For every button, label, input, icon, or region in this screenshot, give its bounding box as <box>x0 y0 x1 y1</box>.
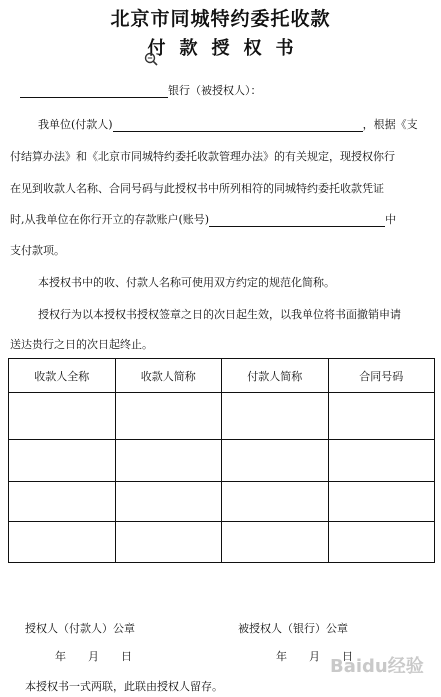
date-payer: 年 月 日 <box>55 650 132 663</box>
header-contract-no: 合同号码 <box>328 359 435 393</box>
bank-suffix: 银行（被授权人）： <box>168 84 262 97</box>
table-row <box>9 522 435 563</box>
table-row <box>9 440 435 482</box>
table-cell[interactable] <box>9 393 116 440</box>
para1-line3: 在见到收款人名称、合同号码与此授权书中所列相符的同城特约委托收款凭证 <box>10 182 384 195</box>
signature-payer: 授权人（付款人）公章 <box>25 622 135 635</box>
table-row <box>9 482 435 522</box>
account-blank[interactable] <box>209 214 385 227</box>
date-bank: 年 月 日 <box>276 650 353 663</box>
para3-line2: 送达贵行之日的次日起终止。 <box>10 338 153 351</box>
header-payee-short: 收款人简称 <box>115 359 222 393</box>
para1-line5: 支付款项。 <box>10 244 65 257</box>
bank-line <box>20 82 262 98</box>
document-subtitle: 付款授权书 <box>147 38 308 59</box>
table-cell[interactable] <box>9 522 116 563</box>
table-cell[interactable] <box>222 522 329 563</box>
table-cell[interactable] <box>115 440 222 482</box>
baidu-watermark: Baidu经验 <box>330 656 424 677</box>
table-cell[interactable] <box>222 482 329 522</box>
table-cell[interactable] <box>115 393 222 440</box>
para2: 本授权书中的收、付款人名称可使用双方约定的规范化简称。 <box>38 276 335 289</box>
signature-bank: 被授权人（银行）公章 <box>238 622 348 635</box>
table-cell[interactable] <box>328 393 435 440</box>
para1-line1 <box>38 116 418 132</box>
table-cell[interactable] <box>9 482 116 522</box>
magnifier-icon[interactable] <box>144 52 158 66</box>
para1-start: 我单位(付款人) <box>38 118 113 131</box>
table-cell[interactable] <box>222 393 329 440</box>
table-row <box>9 393 435 440</box>
table-cell[interactable] <box>328 522 435 563</box>
para1-line4 <box>10 211 396 227</box>
para1-after: ，根据《支 <box>362 118 418 131</box>
table-cell[interactable] <box>115 482 222 522</box>
header-payer-short: 付款人简称 <box>222 359 329 393</box>
para1-l4-start: 时,从我单位在你行开立的存款账户(账号) <box>10 213 210 226</box>
table-cell[interactable] <box>115 522 222 563</box>
para1-l4-end: 中 <box>385 213 397 226</box>
footer-note: 本授权书一式两联，此联由授权人留存。 <box>25 680 223 693</box>
table-cell[interactable] <box>9 440 116 482</box>
table-cell[interactable] <box>328 482 435 522</box>
table-header-row <box>9 359 435 393</box>
para3-line1: 授权行为以本授权书授权签章之日的次日起生效，以我单位将书面撤销申请 <box>38 308 401 321</box>
table-cell[interactable] <box>222 440 329 482</box>
para1-line2: 付结算办法》和《北京市同城特约委托收款管理办法》的有关规定，现授权你行 <box>10 150 395 163</box>
document-title: 北京市同城特约委托收款 <box>110 8 331 30</box>
payer-blank[interactable] <box>113 119 363 132</box>
header-payee-full: 收款人全称 <box>9 359 116 393</box>
table-cell[interactable] <box>328 440 435 482</box>
bank-name-blank[interactable] <box>20 85 168 98</box>
authorization-table <box>8 358 435 563</box>
